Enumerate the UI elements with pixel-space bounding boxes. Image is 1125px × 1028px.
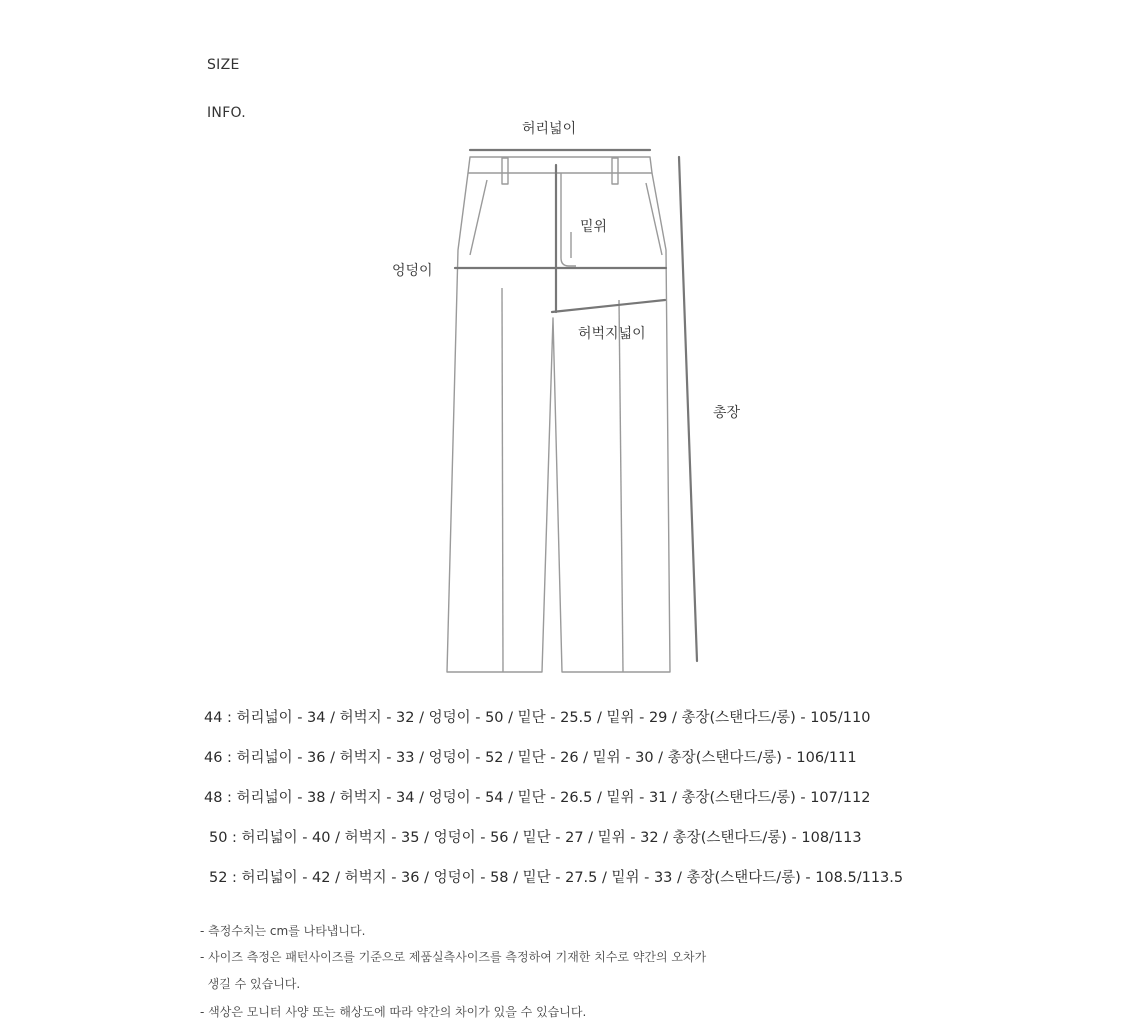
size-row-50: 50 : 허리넓이 - 40 / 허벅지 - 35 / 엉덩이 - 56 / 밑단 - 27 / 밑위 - 32 / 총장(스탠다드/롱) - 108/113 (209, 830, 862, 846)
total-length-measure-line (679, 157, 697, 661)
note-unit: - 측정수치는 cm를 나타냅니다. (200, 924, 366, 938)
thigh-measure-line (552, 300, 665, 312)
size-row-48: 48 : 허리넓이 - 38 / 허벅지 - 34 / 엉덩이 - 54 / 밑단 - 26.5 / 밑위 - 31 / 총장(스탠다드/롱) - 107/112 (204, 790, 871, 806)
thigh-label: 허벅지넓이 (578, 326, 646, 342)
note-measurement: - 사이즈 측정은 패턴사이즈를 기준으로 제품실측사이즈를 측정하여 기재한 치수로 약간의 오차가 (200, 950, 707, 964)
info-heading: INFO. (207, 105, 247, 121)
note-color: - 색상은 모니터 사양 또는 해상도에 따라 약간의 차이가 있을 수 있습니다. (200, 1005, 587, 1019)
hip-label: 엉덩이 (392, 263, 433, 279)
size-heading: SIZE (207, 57, 240, 73)
size-row-44: 44 : 허리넓이 - 34 / 허벅지 - 32 / 엉덩이 - 50 / 밑단 - 25.5 / 밑위 - 29 / 총장(스탠다드/롱) - 105/110 (204, 710, 871, 726)
note-measurement-continued: 생길 수 있습니다. (200, 977, 301, 991)
size-row-46: 46 : 허리넓이 - 36 / 허벅지 - 33 / 엉덩이 - 52 / 밑단 - 26 / 밑위 - 30 / 총장(스탠다드/롱) - 106/111 (204, 750, 857, 766)
rise-label: 밑위 (580, 219, 608, 235)
measure-lines (455, 150, 697, 661)
pants-outline (447, 157, 670, 672)
size-row-52: 52 : 허리넓이 - 42 / 허벅지 - 36 / 엉덩이 - 58 / 밑단 - 27.5 / 밑위 - 33 / 총장(스탠다드/롱) - 108.5/113.5 (209, 870, 904, 886)
total-length-label: 총장 (713, 405, 741, 421)
waist-label: 허리넓이 (522, 121, 577, 137)
